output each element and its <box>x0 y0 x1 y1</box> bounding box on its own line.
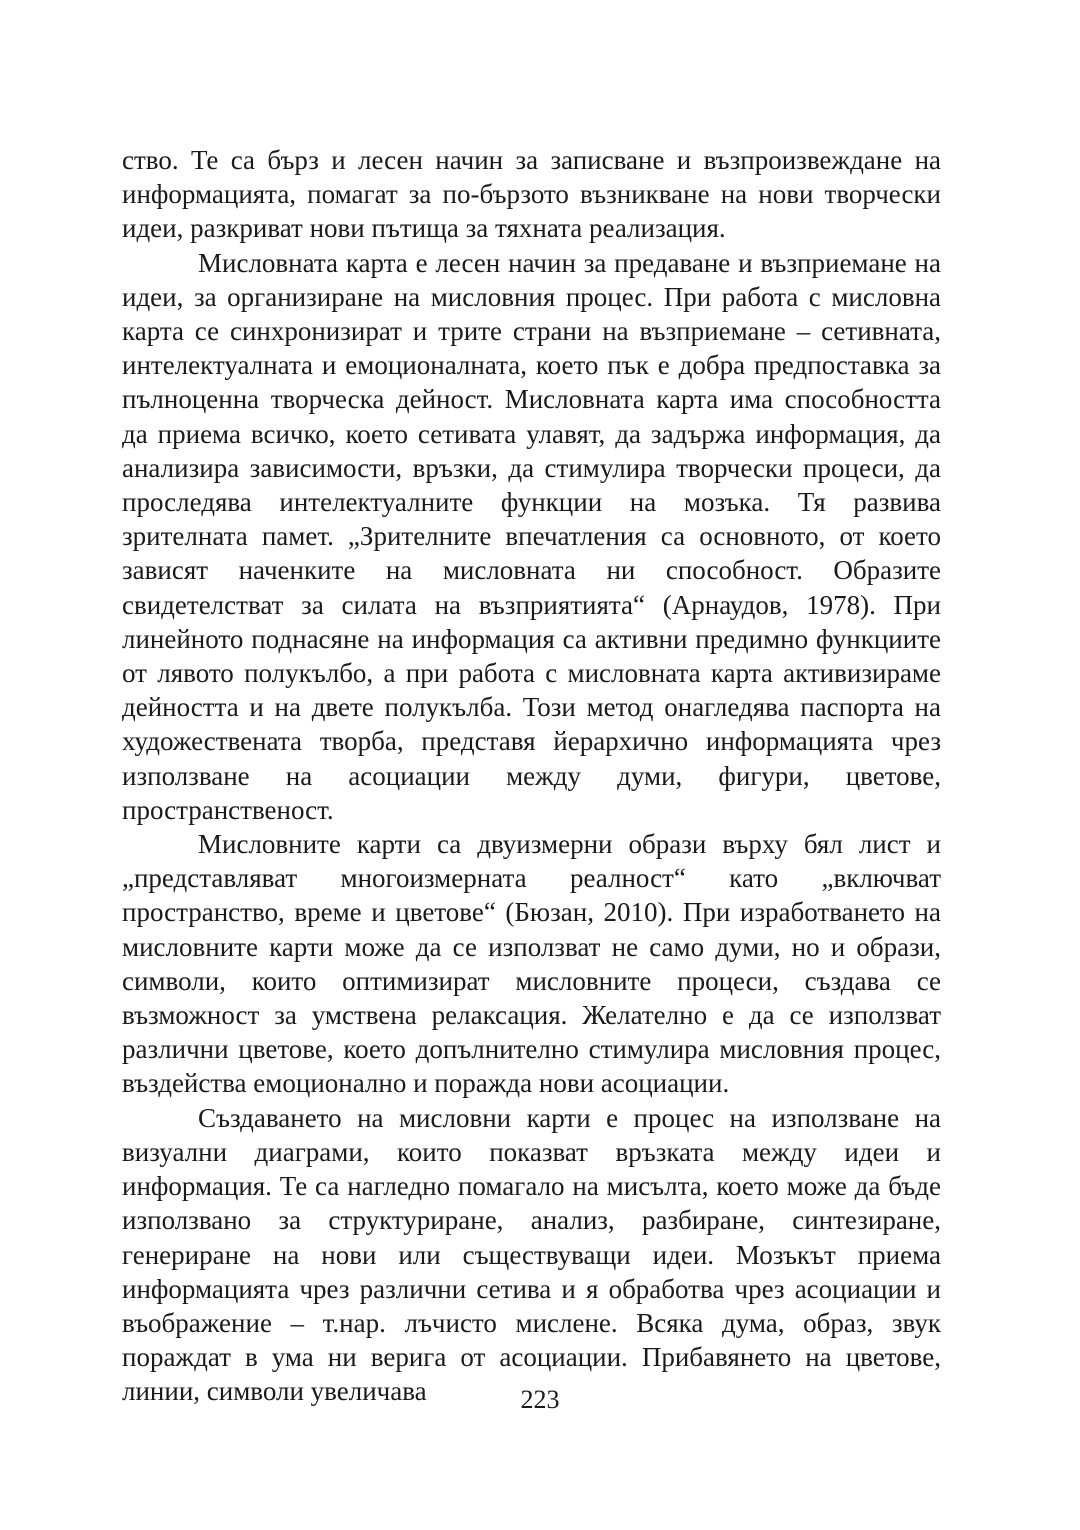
paragraph-continuation: ство. Те са бърз и лесен начин за записване и възпроизвеждане на информацията, помагат за по-бързото възникване на нови творчески идеи, разкриват нови пътища за тяхната реализация. <box>122 145 941 244</box>
body-text <box>122 143 941 1409</box>
page-number: 223 <box>520 1385 560 1414</box>
paragraph-mind-map-definition: Мисловната карта е лесен начин за предаване и възприемане на идеи, за организиране на мисловния процес. При работа с мисловна карта се синхронизират и трите страни на възприемане – сетивната, интелектуалната и емоционалната, което пък е добра предпоставка за пълноценна творческа дейност. Мисловната карта има способността да приема всичко, което сетивата улавят, да задържа информация, да анализира зависимости, връзки, да стимулира творчески процеси, да проследява интелектуалните функции на мозъка. Тя развива зрителната памет. „Зрителните впечатления са основното, от което зависят наченките на мисловната ни способност. Образите свидетелстват за силата на възприятията“ (Арнаудов, 1978). При линейното поднасяне на информация са активни предимно функциите от лявото полукълбо, а при работа с мисловната карта активизираме дейността и на двете полукълба. Този метод онагледява паспорта на художествената творба, представя йерархично информацията чрез използване на асоциации между думи, фигури, цветове, пространственост. <box>122 247 941 825</box>
paragraph-creating-mind-maps: Създаването на мисловни карти е процес на използване на визуални диаграми, които показват връзката между идеи и информация. Те са нагледно помагало на мисълта, което може да бъде използвано за структуриране, анализ, разбиране, синтезиране, генериране на нови или съществуващи идеи. Мозъкът приема информацията чрез различни сетива и я обработва чрез асоциации и въображение – т.нар. лъчисто мислене. Всяка дума, образ, звук пораждат в ума ни верига от асоциации. Прибавянето на цветове, линии, символи увеличава <box>122 1102 941 1407</box>
paragraph-two-dimensional-images: Мисловните карти са двуизмерни образи върху бял лист и „представляват многоизмерната реалност“ като „включват пространство, време и цветове“ (Бюзан, 2010). При изработването на мисловните карти може да се използват не само думи, но и образи, символи, които оптимизират мисловните процеси, създава се възможност за умствена релаксация. Желателно е да се използват различни цветове, което допълнително стимулира мисловния процес, въздейства емоционално и поражда нови асоциации. <box>122 829 941 1099</box>
